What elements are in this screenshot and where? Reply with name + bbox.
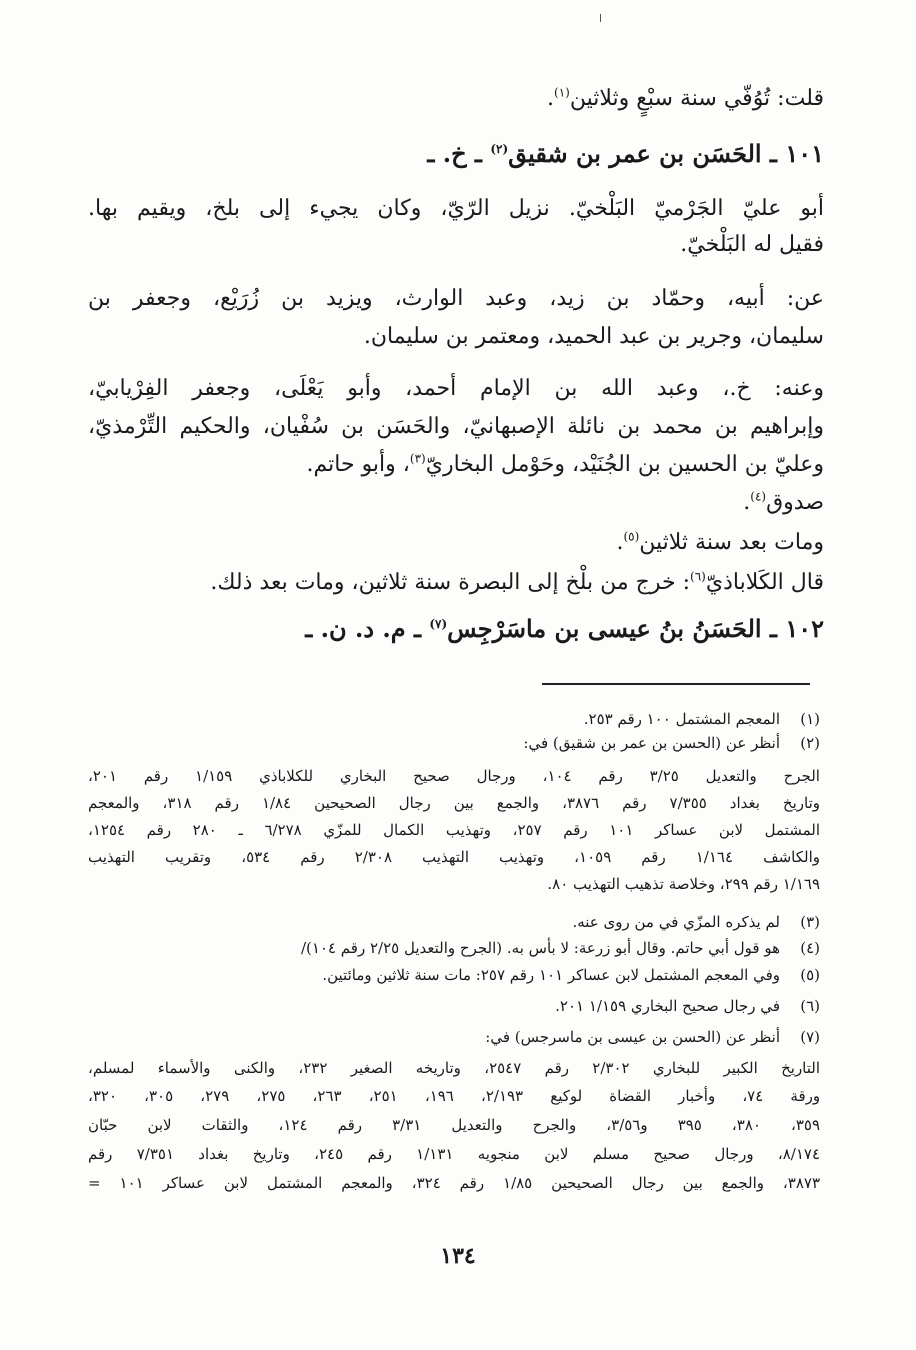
footnote-number: (٦)	[800, 997, 820, 1015]
footnote-number: (٤)	[800, 939, 820, 957]
footnote-ref[interactable]: (٤)	[750, 489, 767, 504]
text-line: وإبراهيم بن محمد بن نائلة الإصبهانيّ، والحَسَن بن سُفْيان، والحكيم التِّرْمذيّ،	[88, 414, 824, 439]
footnote-ref[interactable]: (٢)	[490, 142, 509, 156]
footnote-line: ورقة ٧٤، وأخبار القضاة لوكيع ٢/١٩٣، ١٩٦، ٢٥١، ٢٦٣، ٢٧٥، ٢٧٩، ٣٠٥، ٣٢٠،	[88, 1087, 821, 1105]
footnote-number: (٢)	[800, 734, 820, 752]
footnote-6: (٦)في رجال صحيح البخاري ١/١٥٩ ٢٠١.	[555, 997, 820, 1015]
footnote-ref[interactable]: (٧)	[429, 617, 448, 631]
footnote-line: ٣٥٩، ٣٨٠، ٣٩٥ و٣/٥٦، والجرح والتعديل ٣/٣١ رقم ١٢٤، والثقات لابن حبّان	[88, 1116, 821, 1134]
text-line: قلت: تُوُفّي سنة سبْعٍ وثلاثين$^{(١)}$.	[547, 85, 824, 111]
footnote-1: (١)المعجم المشتمل ١٠٠ رقم ٢٥٣.	[583, 710, 820, 728]
footnote-ref[interactable]: (٦)	[690, 569, 706, 584]
entry-heading-101: ١٠١ ـ الحَسَن بن عمر بن شقيق$^{(٢)}$ ـ خ. ـ	[427, 139, 824, 168]
footnote-3: (٣)لم يذكره المزّي في من روى عنه.	[572, 913, 820, 931]
text-line: وعليّ بن الحسين بن الجُنَيْد، وحَوْمل البخاريّ$^{(٣)}$، وأبو حاتم.	[306, 451, 824, 477]
footnote-ref[interactable]: (٣)	[409, 451, 426, 466]
footnote-line: التاريخ الكبير للبخاري ٢/٣٠٢ رقم ٢٥٤٧، وتاريخه الصغير ٢٣٢، والكنى والأسماء لمسلم،	[88, 1059, 821, 1077]
footnote-ref[interactable]: (١)	[554, 85, 570, 100]
footnote-line: ٣٨٧٣، والجمع بين رجال الصحيحين ١/٨٥ رقم ٣٢٤، والمعجم المشتمل لابن عساكر ١٠١ =	[88, 1174, 821, 1192]
footnote-ref[interactable]: (٥)	[623, 529, 640, 544]
footnote-4: (٤)هو قول أبي حاتم. وقال أبو زرعة: لا بأس به. (الجرح والتعديل ٢/٢٥ رقم ١٠٤)/	[300, 939, 820, 957]
footnote-line: الجرح والتعديل ٣/٢٥ رقم ١٠٤، ورجال صحيح البخاري للكلاباذي ١/١٥٩ رقم ٢٠١،	[88, 767, 820, 785]
text-line: صدوق$^{(٤)}$.	[743, 489, 824, 515]
text-line: وعنه: خ.، وعبد الله بن الإمام أحمد، وأبو يَعْلَى، وجعفر الفِرْيابيّ،	[88, 376, 824, 401]
footnote-number: (١)	[800, 710, 820, 728]
text-line: سليمان، وجرير بن عبد الحميد، ومعتمر بن سليمان.	[363, 324, 824, 349]
footnote-line: والكاشف ١/١٦٤ رقم ١٠٥٩، وتهذيب التهذيب ٢/٣٠٨ رقم ٥٣٤، وتقريب التهذيب	[88, 848, 821, 866]
entry-heading-102: ١٠٢ ـ الحَسَنُ بنُ عيسى بن ماسَرْجِس$^{(٧)}$ ـ م. د. ن. ـ	[305, 614, 824, 643]
text-line: ومات بعد سنة ثلاثين$^{(٥)}$.	[616, 529, 824, 555]
page-number: ١٣٤	[440, 1243, 476, 1269]
footnote-2: (٢)أنظر عن (الحسن بن عمر بن شقيق) في:	[523, 734, 820, 752]
footnote-line: وتاريخ بغداد ٧/٣٥٥ رقم ٣٨٧٦، والجمع بين رجال الصحيحين ١/٨٤ رقم ٣١٨، والمعجم	[88, 794, 821, 812]
footnote-number: (٣)	[800, 913, 820, 931]
text-line: قال الكَلاباذيّ$^{(٦)}$: خرج من بلْخ إلى البصرة سنة ثلاثين، ومات بعد ذلك.	[210, 569, 824, 595]
text-line: عن: أبيه، وحمّاد بن زيد، وعبد الوارث، ويزيد بن زُرَيْع، وجعفر بن	[88, 286, 824, 311]
footnote-line: المشتمل لابن عساكر ١٠١ رقم ٢٥٧، وتهذيب الكمال للمزّي ٦/٢٧٨ ـ ٢٨٠ رقم ١٢٥٤،	[88, 821, 820, 839]
footnote-separator	[542, 683, 810, 685]
footnote-line: ١/١٦٩ رقم ٢٩٩، وخلاصة تذهيب التهذيب ٨٠.	[547, 875, 820, 893]
footnote-number: (٥)	[800, 966, 820, 984]
scan-mark	[600, 14, 601, 22]
text-line: أبو عليّ الجَرْميّ البَلْخيّ. نزيل الرّيّ، وكان يجيء إلى بلخ، ويقيم بها.	[88, 196, 824, 221]
text-line: فقيل له البَلْخيّ.	[680, 232, 824, 257]
footnote-number: (٧)	[800, 1028, 820, 1046]
footnote-7: (٧)أنظر عن (الحسن بن عيسى بن ماسرجس) في:	[485, 1028, 820, 1046]
footnote-line: ٨/١٧٤، ورجال صحيح مسلم لابن منجويه ١/١٣١ رقم ٢٤٥، وتاريخ بغداد ٧/٣٥١ رقم	[88, 1145, 820, 1163]
footnote-5: (٥)وفي المعجم المشتمل لابن عساكر ١٠١ رقم ٢٥٧: مات سنة ثلاثين ومائتين.	[322, 966, 820, 984]
